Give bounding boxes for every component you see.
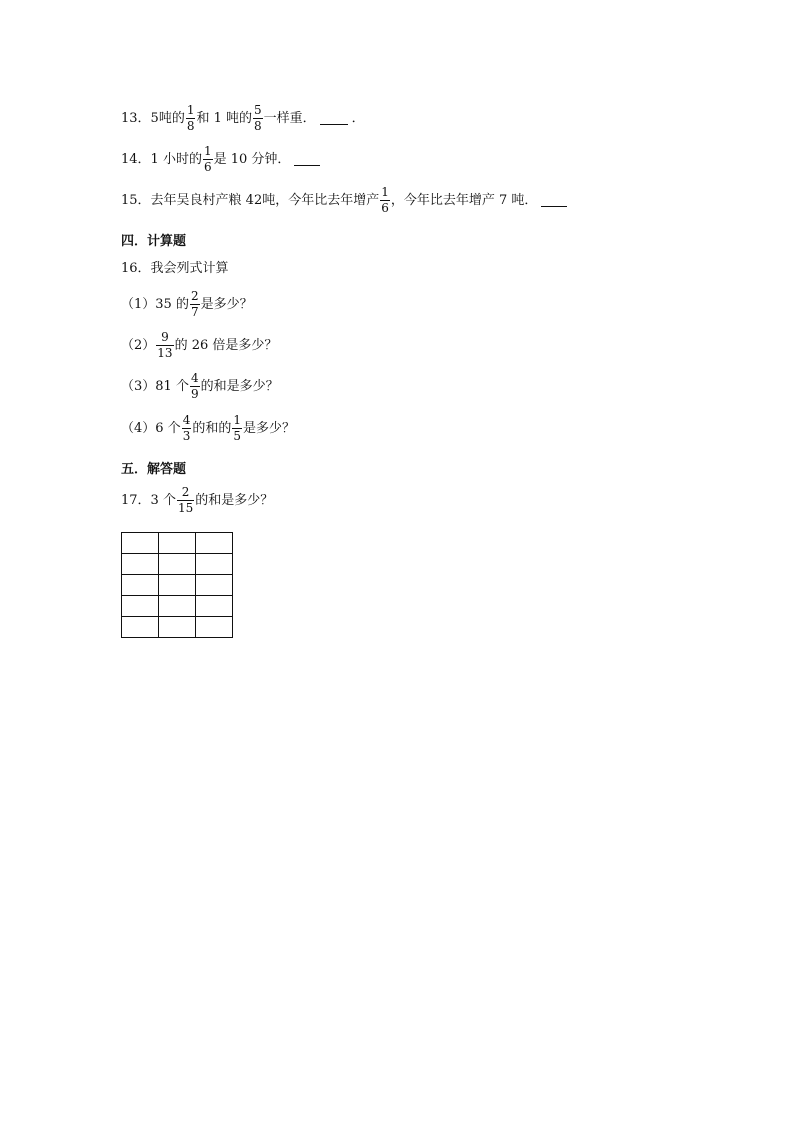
numerator: 2 (181, 485, 190, 499)
question-text: 1 小时的 (150, 151, 202, 167)
grid-cell[interactable] (159, 533, 196, 554)
question-text: 的 26 倍是多少？ (174, 337, 278, 353)
grid-cell[interactable] (196, 617, 233, 638)
grid-cell[interactable] (122, 533, 159, 554)
numerator: 1 (203, 144, 212, 158)
denominator: 15 (177, 500, 194, 515)
question-17 (121, 486, 273, 514)
question-text: ． (351, 110, 365, 126)
question-16-1 (121, 290, 253, 318)
question-text: 的和的 (192, 420, 232, 436)
answer-blank[interactable] (320, 123, 348, 125)
grid-row (122, 533, 233, 554)
question-text: 5吨的 (150, 110, 185, 126)
question-text: 一样重． (263, 110, 316, 126)
question-text: 的和是多少？ (200, 378, 279, 394)
fraction (182, 414, 192, 442)
denominator: 9 (190, 386, 199, 401)
question-text: 是 10 分钟． (213, 151, 291, 167)
question-text: 去年吴良村产粮 42吨，今年比去年增产 (150, 192, 380, 208)
grid-row (122, 575, 233, 596)
fraction (156, 331, 173, 359)
grid-cell[interactable] (196, 575, 233, 596)
question-text: 6 个 (155, 420, 181, 436)
fraction (380, 186, 390, 214)
question-number: 15． (121, 192, 151, 208)
question-16-2 (121, 331, 277, 359)
grid-cell[interactable] (122, 554, 159, 575)
answer-grid (121, 532, 233, 638)
sub-question-label: （4） (121, 420, 156, 436)
fraction (190, 372, 200, 400)
grid-cell[interactable] (159, 554, 196, 575)
grid-row (122, 554, 233, 575)
question-text: 是多少？ (242, 420, 295, 436)
question-16 (121, 262, 229, 275)
question-text: 的和是多少？ (195, 492, 274, 508)
answer-blank[interactable] (541, 205, 567, 207)
fraction (203, 145, 213, 173)
question-text: 3 个 (150, 492, 176, 508)
numerator: 9 (161, 330, 169, 344)
denominator: 6 (381, 200, 389, 215)
section-heading-5: 五．解答题 (121, 462, 187, 477)
numerator: 1 (381, 185, 389, 199)
denominator: 5 (233, 428, 241, 443)
answer-blank[interactable] (294, 164, 320, 166)
question-number: 16． (121, 261, 151, 276)
question-text: 是多少？ (200, 296, 253, 312)
question-16-3 (121, 372, 279, 400)
denominator: 13 (157, 345, 173, 360)
question-text: 和 1 吨的 (196, 110, 253, 126)
fraction (177, 486, 194, 514)
sub-question-label: （3） (121, 378, 156, 394)
grid-cell[interactable] (159, 596, 196, 617)
question-text: 81 个 (155, 378, 189, 394)
numerator: 2 (190, 289, 199, 303)
denominator: 8 (186, 118, 195, 133)
grid-cell[interactable] (122, 575, 159, 596)
grid-cell[interactable] (122, 617, 159, 638)
fraction (253, 104, 263, 132)
question-14 (121, 145, 324, 173)
fraction (190, 290, 200, 318)
grid-cell[interactable] (122, 596, 159, 617)
grid-cell[interactable] (159, 617, 196, 638)
numerator: 5 (254, 103, 262, 117)
grid-row (122, 617, 233, 638)
question-text: ，今年比去年增产 7 吨． (390, 192, 538, 208)
question-16-4 (121, 414, 295, 442)
denominator: 7 (190, 304, 199, 319)
fraction (186, 104, 196, 132)
numerator: 1 (233, 413, 241, 427)
grid-cell[interactable] (196, 596, 233, 617)
numerator: 4 (190, 371, 199, 385)
fraction (232, 414, 242, 442)
question-text: 我会列式计算 (150, 261, 229, 276)
question-number: 14． (121, 151, 151, 167)
grid-cell[interactable] (159, 575, 196, 596)
grid-row (122, 596, 233, 617)
sub-question-label: （1） (121, 296, 156, 312)
numerator: 1 (186, 103, 195, 117)
question-text: 35 的 (155, 296, 189, 312)
section-heading-4: 四．计算题 (121, 234, 187, 249)
denominator: 3 (182, 428, 191, 443)
denominator: 6 (203, 159, 212, 174)
question-15 (121, 186, 571, 214)
sub-question-label: （2） (121, 337, 156, 353)
question-number: 13． (121, 110, 151, 126)
grid-cell[interactable] (196, 533, 233, 554)
denominator: 8 (254, 118, 262, 133)
grid-cell[interactable] (196, 554, 233, 575)
question-number: 17． (121, 492, 151, 508)
numerator: 4 (182, 413, 191, 427)
question-13 (121, 104, 365, 132)
